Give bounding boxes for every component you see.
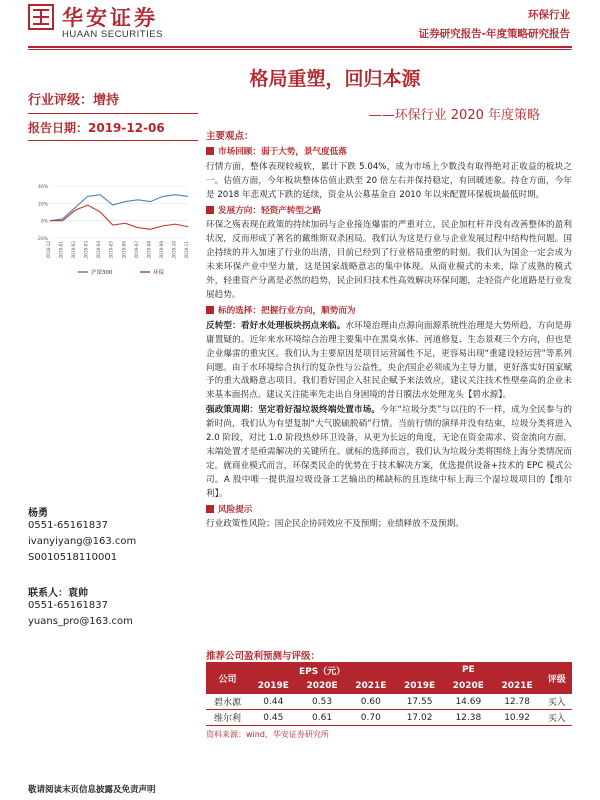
x-tick-label: 2019-02 bbox=[71, 241, 77, 259]
x-tick-label: 2019-01 bbox=[58, 241, 64, 259]
cell-pe: 17.55 bbox=[395, 694, 444, 710]
square-bullet-icon bbox=[206, 206, 214, 214]
legend-label: 沪深300 bbox=[91, 270, 113, 276]
logo-icon bbox=[28, 4, 54, 30]
contact-phone: 0551-65161837 bbox=[28, 600, 108, 611]
date-divider bbox=[28, 140, 198, 141]
x-tick-label: 2018-12 bbox=[46, 241, 51, 259]
col-year: 2021E bbox=[346, 678, 395, 694]
table-row bbox=[206, 710, 572, 726]
section-selection-water: 反转型：看好水处理板块拐点来临。水环境治理由点源向面源系统性治理是大势所趋，方向是毋庸置疑的。近年来水环境综合治理主要集中在黑臭水体、河道修复、生态景观三个方向，但也是企业爆雷的重灾区。我们认为主要原因是项目运营属性不足，更容易出现“重建设轻运营”等系列问题。由于水环境综合执行的复杂性与公益性，央企/国企必须成为主导力量，更好落实好国家赋予的重大战略意志项目。我们看好国企入驻民企赋予来法效应，建议关注技术性壁垒高的企业未来基本面拐点。建议关注能率先走出自身困境的昔日膜法水处理龙头【碧水源】。 bbox=[206, 320, 572, 401]
rating-divider bbox=[28, 113, 198, 114]
x-tick-label: 2019-09 bbox=[158, 241, 164, 259]
cell-pe: 12.78 bbox=[493, 694, 542, 710]
table-row bbox=[206, 694, 572, 710]
x-tick-label: 2019-07 bbox=[133, 241, 139, 259]
col-year: 2021E bbox=[493, 678, 542, 694]
x-tick-label: 2019-06 bbox=[121, 241, 127, 259]
cell-pe: 10.92 bbox=[493, 710, 542, 726]
table-title: 推荐公司盈利预测与评级： bbox=[206, 651, 321, 662]
analyst-1-name: 杨勇 bbox=[28, 508, 48, 519]
x-tick-label: 2019-08 bbox=[146, 241, 152, 259]
section-market-review-text: 行情方面，整体表现较疲软，累计下跌 5.04%，成为市场上少数没有取得绝对正收益的板块之一。估值方面，今年板块整体估值止跌至 20 倍左右并保持稳定，有回暖迹象。持仓方面，今年是 2018 年悲观式下跌的延续，资金从公募基金自 2010 年以来配置环保板块最低时期。 bbox=[206, 161, 572, 200]
col-eps: EPS（元） bbox=[249, 662, 395, 678]
section-selection-title: 标的选择：把握行业方向，顺势而为 bbox=[206, 305, 572, 319]
report-type-label: 证券研究报告-年度策略研究报告 bbox=[418, 28, 570, 40]
section-direction-title: 发展方向：轻资产转型之路 bbox=[206, 205, 572, 219]
header-divider bbox=[28, 46, 572, 48]
section-risk-title: 风险提示 bbox=[206, 504, 572, 518]
logo-text-cn: 华安证券 bbox=[62, 5, 158, 30]
col-rating: 评级 bbox=[541, 662, 572, 694]
legend-label: 环保 bbox=[153, 270, 165, 276]
disclaimer-footer: 敬请阅读末页信息披露及免责声明 bbox=[28, 785, 156, 795]
col-year: 2019E bbox=[395, 678, 444, 694]
col-year: 2019E bbox=[249, 678, 298, 694]
x-tick-label: 2019-11 bbox=[184, 241, 189, 259]
cell-eps: 0.53 bbox=[298, 694, 347, 710]
report-subtitle: ——环保行业 2020 年度策略 bbox=[368, 108, 540, 123]
x-tick-label: 2019-05 bbox=[108, 241, 114, 259]
section-risk-text: 行业政策性风险；国企民企协同效应不及预期；业绩释放不及预期。 bbox=[206, 519, 464, 530]
cell-eps: 0.61 bbox=[298, 710, 347, 726]
key-points-title: 主要观点： bbox=[206, 131, 254, 142]
cell-eps: 0.70 bbox=[346, 710, 395, 726]
cell-company: 碧水源 bbox=[206, 694, 249, 710]
square-bullet-icon bbox=[206, 147, 214, 155]
section-selection-waste: 强政策周期：坚定看好湿垃圾终端处置市场。今年“垃圾分类”与以往的不一样，成为全民参与的新时尚，我们认为有望复制“大气脱硫脱硝”行情。当前行情的演绎并没有结束，垃圾分类将进入 2.0 阶段，对比 1.0 阶段热炒环卫设备，从更为长远的角度，无论在资金需求、资金流向方面，末端处置才是亟需解决的关键所在。就标的选择而言，我们认为垃圾分类将围绕上海分类情况而定。就商业模式而言，环保类民企的优势在于技术解决方案，优选提供设备+技术的 EPC 模式公司。A 股中唯一提供湿垃圾设备工艺输出的稀缺标的且连续中标上海三个湿垃圾项目的【维尔利】。 bbox=[206, 405, 572, 499]
col-company: 公司 bbox=[206, 662, 249, 694]
y-tick-label: 40% bbox=[37, 185, 48, 190]
cell-pe: 14.69 bbox=[444, 694, 493, 710]
y-tick-label: 0% bbox=[40, 219, 48, 225]
cell-pe: 12.38 bbox=[444, 710, 493, 726]
cell-rating: 买入 bbox=[541, 710, 572, 726]
x-tick-label: 2019-03 bbox=[83, 241, 89, 259]
contact-name: 联系人：袁帅 bbox=[28, 588, 88, 599]
cell-company: 维尔利 bbox=[206, 710, 249, 726]
cell-eps: 0.60 bbox=[346, 694, 395, 710]
x-tick-label: 2019-04 bbox=[96, 241, 102, 259]
industry-label: 环保行业 bbox=[528, 9, 570, 21]
header-divider-thin bbox=[28, 49, 572, 50]
cell-eps: 0.44 bbox=[249, 694, 298, 710]
contact-email[interactable]: yuans_pro@163.com bbox=[28, 616, 133, 627]
section-market-review-title: 市场回顾：弱于大势，景气度低落 bbox=[206, 146, 572, 160]
main-content bbox=[206, 130, 572, 533]
industry-rating: 行业评级：增持 bbox=[28, 93, 120, 108]
col-year: 2020E bbox=[444, 678, 493, 694]
col-year: 2020E bbox=[298, 678, 347, 694]
analyst-1-email[interactable]: ivanyiyang@163.com bbox=[28, 536, 137, 547]
cell-pe: 17.02 bbox=[395, 710, 444, 726]
logo-text-en: HUAAN SECURITIES bbox=[62, 29, 163, 40]
earnings-forecast-table bbox=[206, 662, 572, 726]
table-source: 资料来源：wind、华安证券研究所 bbox=[206, 730, 329, 739]
performance-chart bbox=[28, 180, 194, 280]
square-bullet-icon bbox=[206, 306, 214, 314]
analyst-1-cert: S0010518110001 bbox=[28, 552, 118, 563]
y-tick-label: 20% bbox=[37, 202, 48, 208]
x-tick-label: 2019-10 bbox=[171, 241, 177, 259]
cell-rating: 买入 bbox=[541, 694, 572, 710]
section-direction-text: 环保之殇表现在政策的持续加码与企业接连爆雷的严重对立，民企加杠杆并没有改善整体的盈利状况，反而形成了著名的戴维斯双杀困局。我们认为这是行业与企业发展过程中结构性问题。国企持续的并入加速了行业的出清，目前已经到了行业格局重塑的时刻。我们认为国企一定会成为未来环保产业中坚力量，这是国家战略意志的集中体现。从商业模式的未来，除了成熟的模式外，轻重资产分离是必然的趋势，民企回归技术性高效解决环保问题，走轻资产化道路是行业发展趋势。 bbox=[206, 220, 572, 300]
square-bullet-icon bbox=[206, 505, 214, 513]
y-tick-label: -20% bbox=[36, 237, 48, 242]
cell-eps: 0.45 bbox=[249, 710, 298, 726]
report-date: 报告日期：2019-12-06 bbox=[28, 121, 165, 135]
report-title: 格局重塑，回归本源 bbox=[249, 68, 421, 90]
col-pe: PE bbox=[395, 662, 541, 678]
analyst-1-phone: 0551-65161837 bbox=[28, 520, 108, 531]
